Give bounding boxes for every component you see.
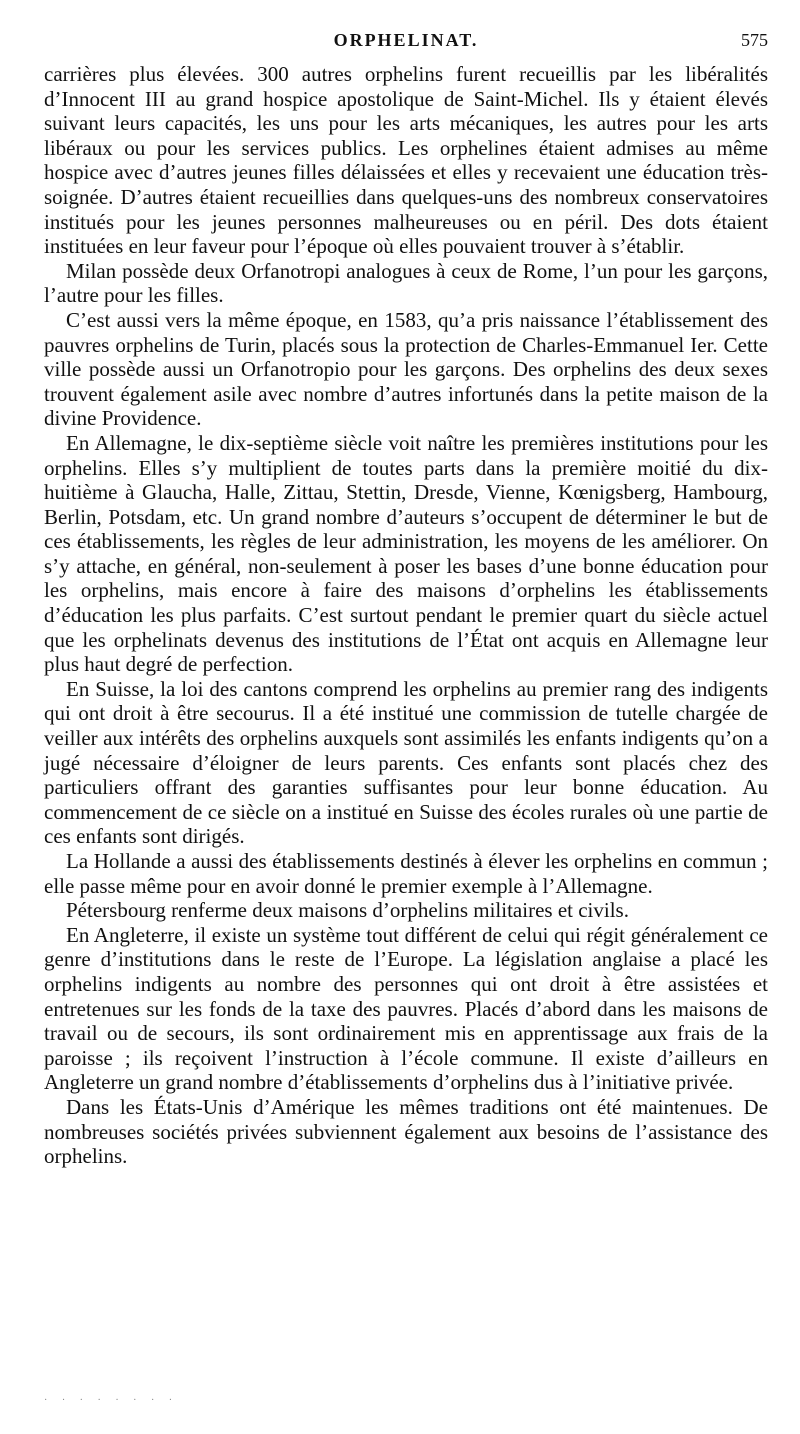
- body-text: [44, 62, 768, 1169]
- paragraph: En Angleterre, il existe un système tout différent de celui qui régit généralement ce genre d’institutions dans le reste de l’Europe. La législation anglaise a placé les orphelins indigents au nombre des personnes qui ont droit à être assistées et entretenues sur les fonds de la taxe des pauvres. Placés d’abord dans les maisons de travail ou de secours, ils sont ordinairement mis en apprentissage aux frais de la paroisse ; ils reçoivent l’instruction à l’école commune. Il existe d’ailleurs en Angleterre un grand nombre d’établissements d’orphelins dus à l’initiative privée.: [44, 922, 768, 1095]
- page-header: [44, 30, 768, 62]
- paragraph: Pétersbourg renferme deux maisons d’orphelins militaires et civils.: [66, 898, 629, 923]
- paragraph: carrières plus élevées. 300 autres orphelins furent recueillis par les libéralités d’Innocent III au grand hospice apostolique de Saint-Michel. Ils y étaient élevés suivant leurs capacités, les uns pour les arts mécaniques, les autres pour les arts libéraux ou pour les services publics. Les orphelines étaient admises au même hospice avec d’autres jeunes filles délaissées et elles y recevaient une éducation très-soignée. D’autres étaient recueillies dans quelques-uns des nombreux conservatoires institués pour les jeunes personnes malheureuses ou en péril. Des dots étaient instituées en leur faveur pour l’époque où elles pouvaient trouver à s’établir.: [44, 62, 768, 259]
- page-number: 575: [741, 30, 768, 50]
- paragraph: Milan possède deux Orfanotropi analogues à ceux de Rome, l’un pour les garçons, l’autre pour les filles.: [44, 258, 768, 308]
- paragraph: En Suisse, la loi des cantons comprend les orphelins au premier rang des indigents qui ont droit à être secourus. Il a été institué une commission de tutelle chargée de veiller aux intérêts des orphelins auxquels sont assimilés les enfants indigents qu’on a jugé nécessaire d’éloigner de leurs parents. Ces enfants sont placés chez des particuliers offrant des garanties suffisantes pour leur bonne éducation. Au commencement de ce siècle on a institué en Suisse des écoles rurales où une partie de ces enfants sont dirigés.: [44, 676, 768, 849]
- running-title: ORPHELINAT.: [333, 30, 479, 50]
- paragraph: C’est aussi vers la même époque, en 1583, qu’a pris naissance l’établissement des pauvres orphelins de Turin, placés sous la protection de Charles-Emmanuel Ier. Cette ville possède aussi un Orfanotropio pour les garçons. Des orphelins des deux sexes trouvent également asile avec nombre d’autres infortunés dans la petite maison de la divine Providence.: [44, 307, 768, 431]
- paragraph: Dans les États-Unis d’Amérique les mêmes traditions ont été maintenues. De nombreuses sociétés privées subviennent également aux besoins de l’assistance des orphelins.: [44, 1094, 768, 1169]
- page-edge-specks: · · · · · · · ·: [44, 1395, 179, 1406]
- paragraph: En Allemagne, le dix-septième siècle voit naître les premières institutions pour les orphelins. Elles s’y multiplient de toutes parts dans la première moitié du dix-huitième à Glaucha, Halle, Zittau, Stettin, Dresde, Vienne, Kœnigsberg, Hambourg, Berlin, Potsdam, etc. Un grand nombre d’auteurs s’occupent de déterminer le but de ces établissements, les règles de leur administration, les moyens de les améliorer. On s’y attache, en général, non-seulement à poser les bases d’une bonne éducation pour les orphelins, mais encore à faire des maisons d’orphelins les établissements d’éducation les plus parfaits. C’est surtout pendant le premier quart du siècle actuel que les orphelinats devenus des institutions de l’État ont acquis en Allemagne leur plus haut degré de perfection.: [44, 430, 768, 677]
- paragraph: La Hollande a aussi des établissements destinés à élever les orphelins en commun ; elle passe même pour en avoir donné le premier exemple à l’Allemagne.: [44, 849, 768, 898]
